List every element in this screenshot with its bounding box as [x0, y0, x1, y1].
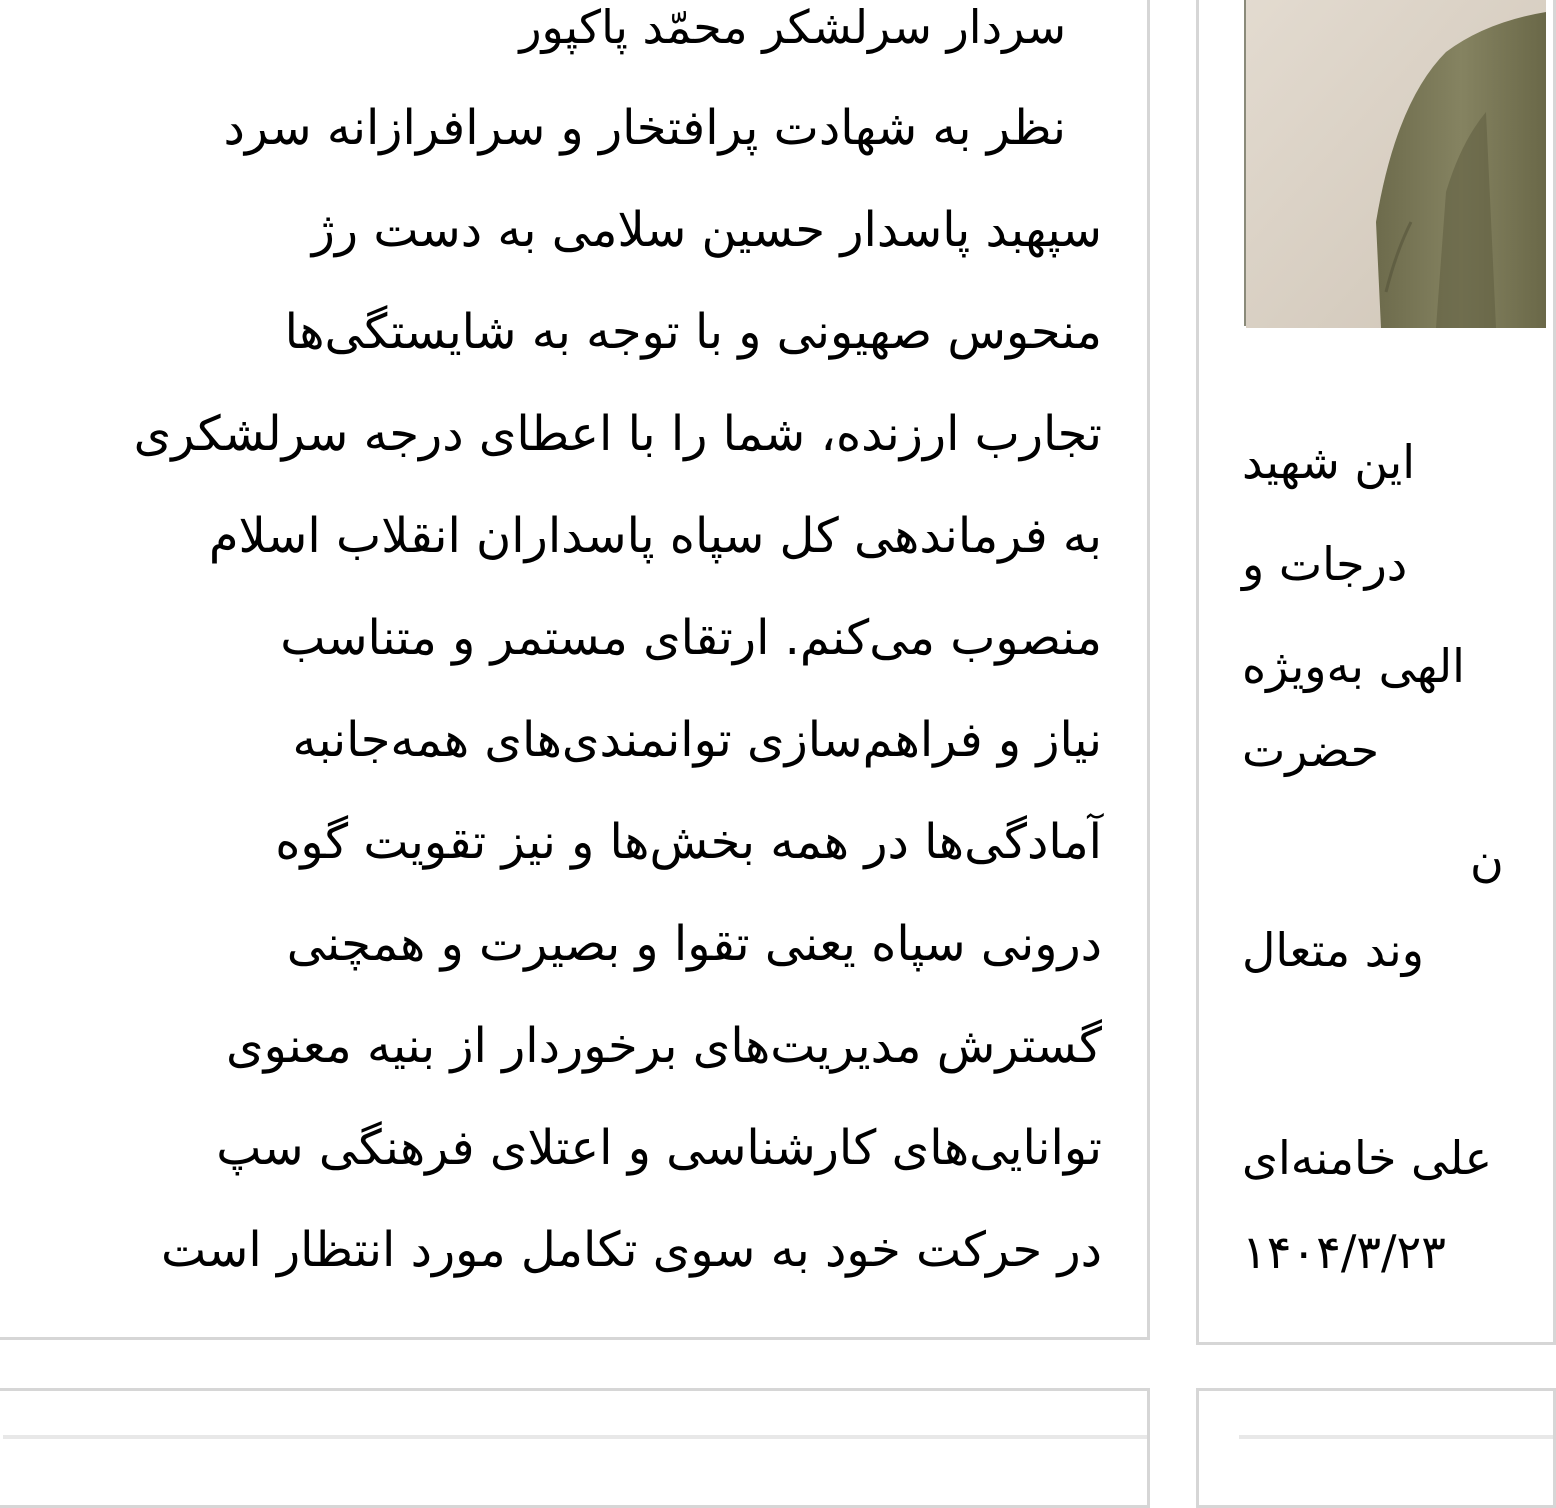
sidebar-line-2-clip	[1242, 534, 1500, 594]
sidebar-line-5-clip	[1470, 830, 1504, 890]
sidebar-line-3: الهی به‌ویژه	[1242, 639, 1465, 693]
sidebar-line-6-clip	[1242, 920, 1500, 980]
sidebar-line-5: ن	[1470, 833, 1504, 887]
letter-line-10: گسترش مدیریت‌های برخوردار از بنیه معنوی	[226, 1018, 1102, 1074]
sidebar-date-clip	[1242, 1222, 1500, 1282]
letter-line-9: درونی سپاه یعنی تقوا و بصیرت و همچنی	[286, 916, 1102, 972]
panel-strip	[1239, 1435, 1553, 1439]
letter-line-5: به فرماندهی کل سپاه پاسداران انقلاب اسلام	[208, 508, 1102, 564]
sidebar-line-1-clip	[1242, 432, 1500, 492]
next-letter-panel	[0, 1388, 1150, 1508]
sidebar-signer: علی خامنه‌ای	[1242, 1131, 1493, 1185]
next-sidebar-panel	[1196, 1388, 1556, 1508]
letter-line-4: تجارب ارزنده، شما را با اعطای درجه سرلشکری	[133, 406, 1102, 462]
sidebar-line-6: وند متعال	[1242, 923, 1424, 977]
sidebar-line-4: حضرت	[1242, 723, 1380, 777]
sidebar-signer-clip	[1242, 1128, 1500, 1188]
letter-line-11: توانایی‌های کارشناسی و اعتلای فرهنگی سپ	[216, 1120, 1102, 1176]
letter-line-6: منصوب می‌کنم. ارتقای مستمر و متناسب	[280, 610, 1102, 666]
addressee-line: سردار سرلشکر محمّد پاکپور	[519, 0, 1066, 54]
letter-line-1: نظر به شهادت پرافتخار و سرافرازانه سرد	[223, 100, 1066, 156]
sidebar-line-3-clip	[1242, 636, 1500, 696]
letter-line-8: آمادگی‌ها در همه بخش‌ها و نیز تقویت گوه	[275, 814, 1102, 870]
letter-line-12: در حرکت خود به سوی تکامل مورد انتظار است	[161, 1222, 1102, 1278]
letter-line-3: منحوس صهیونی و با توجه به شایستگی‌ها	[284, 304, 1102, 360]
sidebar-line-4-clip	[1242, 720, 1500, 780]
sidebar-date: ۱۴۰۴/۳/۲۳	[1242, 1225, 1446, 1279]
portrait-photo	[1244, 0, 1544, 326]
letter-line-2: سپهبد پاسدار حسین سلامی به دست رژ	[311, 202, 1102, 258]
panel-strip	[3, 1435, 1147, 1439]
sidebar-line-1: این شهید	[1242, 435, 1415, 489]
letter-line-7: نیاز و فراهم‌سازی توانمندی‌های همه‌جانبه	[292, 712, 1102, 768]
sidebar-line-2: درجات و	[1242, 537, 1408, 591]
